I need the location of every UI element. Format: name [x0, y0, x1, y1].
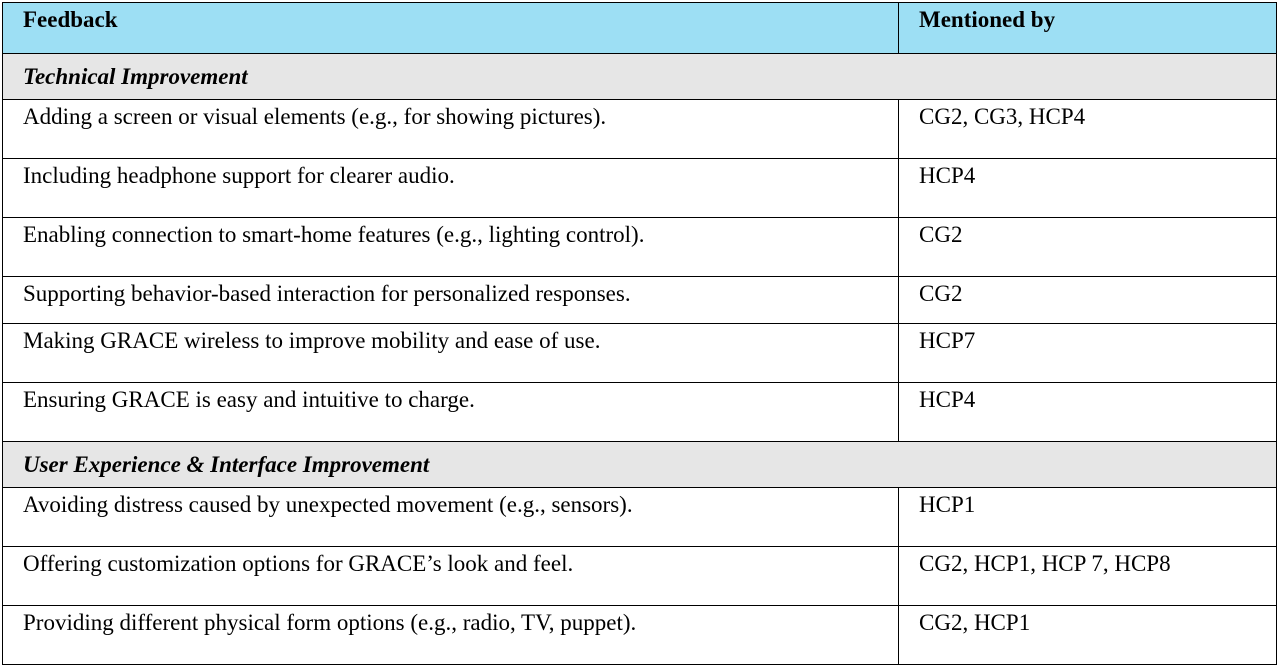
section-row: [3, 54, 1277, 100]
table-row: [3, 277, 1277, 324]
feedback-cell: Ensuring GRACE is easy and intuitive to charge.: [3, 383, 899, 442]
feedback-cell: Adding a screen or visual elements (e.g., for showing pictures).: [3, 100, 899, 159]
header-row: [3, 3, 1277, 54]
table-row: [3, 383, 1277, 442]
feedback-table: [2, 2, 1277, 665]
table-row: [3, 100, 1277, 159]
section-title-technical: Technical Improvement: [3, 54, 1277, 100]
table-row: [3, 547, 1277, 606]
table-row: [3, 218, 1277, 277]
table-row: [3, 159, 1277, 218]
feedback-cell: Avoiding distress caused by unexpected movement (e.g., sensors).: [3, 488, 899, 547]
table-row: [3, 324, 1277, 383]
feedback-cell: Providing different physical form options (e.g., radio, TV, puppet).: [3, 606, 899, 665]
feedback-cell: Making GRACE wireless to improve mobility and ease of use.: [3, 324, 899, 383]
mentioned-by-cell: HCP4: [899, 159, 1277, 218]
mentioned-by-cell: CG2: [899, 218, 1277, 277]
mentioned-by-cell: CG2, HCP1: [899, 606, 1277, 665]
column-header-feedback: Feedback: [3, 3, 899, 54]
table-row: [3, 488, 1277, 547]
mentioned-by-cell: HCP1: [899, 488, 1277, 547]
feedback-cell: Enabling connection to smart-home features (e.g., lighting control).: [3, 218, 899, 277]
mentioned-by-cell: CG2, CG3, HCP4: [899, 100, 1277, 159]
feedback-cell: Including headphone support for clearer audio.: [3, 159, 899, 218]
table-row: [3, 606, 1277, 665]
mentioned-by-cell: CG2: [899, 277, 1277, 324]
mentioned-by-cell: CG2, HCP1, HCP 7, HCP8: [899, 547, 1277, 606]
column-header-mentioned-by: Mentioned by: [899, 3, 1277, 54]
section-title-user-experience: User Experience & Interface Improvement: [3, 442, 1277, 488]
mentioned-by-cell: HCP7: [899, 324, 1277, 383]
mentioned-by-cell: HCP4: [899, 383, 1277, 442]
feedback-cell: Offering customization options for GRACE’s look and feel.: [3, 547, 899, 606]
section-row: [3, 442, 1277, 488]
feedback-cell: Supporting behavior-based interaction for personalized responses.: [3, 277, 899, 324]
